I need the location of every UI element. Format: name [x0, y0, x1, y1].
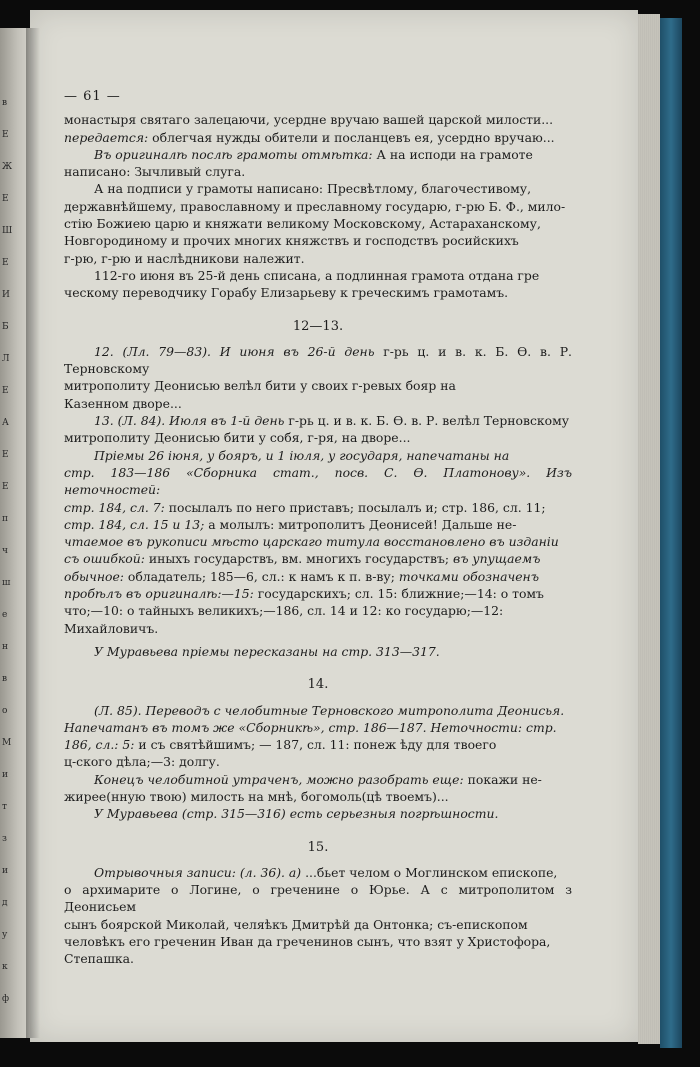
- text-line: У Муравьева пріемы пересказаны на стр. 313—317.: [94, 643, 440, 659]
- left-page-fragment: Е: [2, 386, 9, 396]
- text-line: Казенном дворе...: [64, 395, 182, 411]
- text-line: 13. (Л. 84). Июля въ 1-й день г-рь ц. и в. к. Б. Ѳ. в. Р. велѣл Терновскому: [94, 413, 570, 429]
- text-line: Отрывочныя записи: (л. 36). а) ...бьет челом о Моглинском епископе,: [94, 864, 558, 880]
- text-line: Напечатанъ въ томъ же «Сборникѣ», стр. 186—187. Неточности: стр.: [64, 719, 557, 735]
- text-line: ческому переводчику Горабу Елизарьеву к греческимъ грамотамъ.: [64, 285, 509, 301]
- text-line: У Муравьева (стр. 315—316) есть серьезныя погрѣшности.: [94, 806, 499, 822]
- left-page-fragment: И: [2, 290, 10, 300]
- left-page-fragment: п: [2, 514, 8, 524]
- left-page-fragment: Е: [2, 194, 9, 204]
- text-line: жирее(нную твою) милость на мнѣ, богомоль(цѣ твоемъ)...: [64, 788, 449, 804]
- left-page-fragment: Л: [2, 354, 10, 364]
- text-line: передается: облегчая нужды обители и посланцевъ ея, усердно вручаю...: [64, 129, 555, 145]
- text-line: стію Божиею царю и княжати великому Московскому, Астараханскому,: [64, 216, 541, 232]
- text-line: Конецъ челобитной утраченъ, можно разобрать еще: покажи не-: [94, 771, 542, 787]
- text-line: Михайловичъ.: [64, 620, 159, 636]
- text-line: о архимарите о Логине, о греченине о Юрье. А с митрополитом з Деонисьем: [64, 882, 572, 915]
- left-page-fragment: Ж: [2, 162, 13, 172]
- left-page-fragment: ч: [2, 546, 8, 556]
- text-line: обычное: обладатель; 185—6, сл.: к намъ к п. в-ву; точками обозначенъ: [64, 568, 539, 584]
- text-line: Новгородиному и прочих многих княжствъ и господствъ росийскихъ: [64, 233, 519, 249]
- text-line: чтаемое въ рукописи мѣсто царскаго титула восстановлено въ изданіи: [64, 534, 559, 550]
- text-line: 12. (Лл. 79—83). И июня въ 26-й день г-рь ц. и в. к. Б. Ѳ. в. Р. Терновскому: [64, 343, 572, 377]
- text-line: 186, сл.: 5: и съ святѣйшимъ; — 187, сл. 11: понеж ѣду для твоего: [64, 737, 497, 753]
- left-page-fragment: Е: [2, 482, 9, 492]
- left-page-fragment: и: [2, 866, 8, 876]
- text-line: монастыря святаго залецаючи, усердне вручаю вашей царской милости...: [64, 112, 554, 128]
- text-line: митрополиту Деонисью бити у собя, г-ря, на дворе...: [64, 430, 411, 446]
- text-line: Въ оригиналѣ послѣ грамоты отмѣтка: А на исподи на грамоте: [94, 146, 533, 162]
- text-line: стр. 183—186 «Сборника стат., посв. С. Ѳ. Платонову». Изъ неточностей:: [64, 464, 572, 498]
- left-page-fragment: т: [2, 802, 7, 812]
- text-line: стр. 184, сл. 7: посылалъ по него приставъ; посылалъ и; стр. 186, сл. 11;: [64, 499, 546, 515]
- text-line: митрополиту Деонисью велѣл бити у своих г-ревых бояр на: [64, 378, 456, 394]
- left-page-fragment: в: [2, 98, 8, 108]
- left-page-fragment: Б: [2, 322, 9, 332]
- left-page-fragment: Е: [2, 450, 9, 460]
- section-heading: 12—13.: [292, 318, 344, 334]
- text-line: что;—10: о тайныхъ великихъ;—186, сл. 14 и 12: ко государю;—12:: [64, 603, 504, 619]
- left-page-fragment: в: [2, 674, 8, 684]
- page-text: [64, 88, 572, 968]
- left-page-fragment: н: [2, 642, 8, 652]
- left-page-fragment: М: [2, 738, 12, 748]
- text-line: пробѣлъ въ оригиналѣ:—15: государскихъ; сл. 15: ближние;—14: о томъ: [64, 586, 544, 602]
- gutter-shadow: [26, 28, 40, 1038]
- page-number: — 61 —: [64, 89, 121, 104]
- page-edges: [638, 14, 660, 1044]
- section-heading: 14.: [307, 677, 329, 693]
- left-page-fragment: А: [2, 418, 9, 428]
- left-page-fragment: к: [2, 962, 8, 972]
- left-page-fragment: и: [2, 770, 8, 780]
- text-line: человѣкъ его греченин Иван да греченинов сынъ, что взят у Христофора,: [64, 934, 551, 950]
- book-page: [30, 10, 638, 1042]
- book-cover: [660, 18, 682, 1048]
- text-line: ц-ского дѣла;—3: долгу.: [64, 754, 220, 770]
- left-page-fragment: Е: [2, 258, 9, 268]
- left-page-fragment: ф: [2, 994, 10, 1004]
- left-page-fragment: у: [2, 930, 8, 940]
- left-page-fragment: о: [2, 706, 8, 716]
- text-line: написано: Зычливый слуга.: [64, 164, 246, 180]
- text-line: А на подписи у грамоты написано: Пресвѣтлому, благочестивому,: [94, 181, 532, 197]
- text-line: г-рю, г-рю и наслѣдникови належит.: [64, 250, 305, 266]
- text-line: Степашка.: [64, 951, 134, 967]
- left-page-fragment: е: [2, 610, 8, 620]
- text-line: съ ошибкой: иныхъ государствъ, вм. многихъ государствъ; въ упущаемъ: [64, 551, 541, 567]
- text-line: сынъ боярской Миколай, челяѣкъ Дмитрѣй да Онтонка; съ-епископом: [64, 916, 528, 932]
- left-page-fragment: з: [2, 834, 7, 844]
- left-page-fragment: Е: [2, 130, 9, 140]
- text-line: Пріемы 26 іюня, у бояръ, и 1 іюля, у государя, напечатаны на: [94, 447, 510, 463]
- section-heading: 15.: [307, 839, 329, 855]
- left-page-fragment: д: [2, 898, 8, 908]
- text-line: 112-го июня въ 25-й день списана, а подлинная грамота отдана гре: [94, 267, 540, 283]
- text-line: стр. 184, сл. 15 и 13; а молылъ: митрополитъ Деонисей! Дальше не-: [64, 516, 517, 532]
- text-line: (Л. 85). Переводъ с челобитные Терновского митрополита Деонисья.: [94, 702, 565, 718]
- text-line: державнѣйшему, православному и преславному государю, г-рю Б. Ф., мило-: [64, 198, 566, 214]
- left-page-fragment: ш: [2, 578, 11, 588]
- left-page-fragment: Ш: [2, 226, 13, 236]
